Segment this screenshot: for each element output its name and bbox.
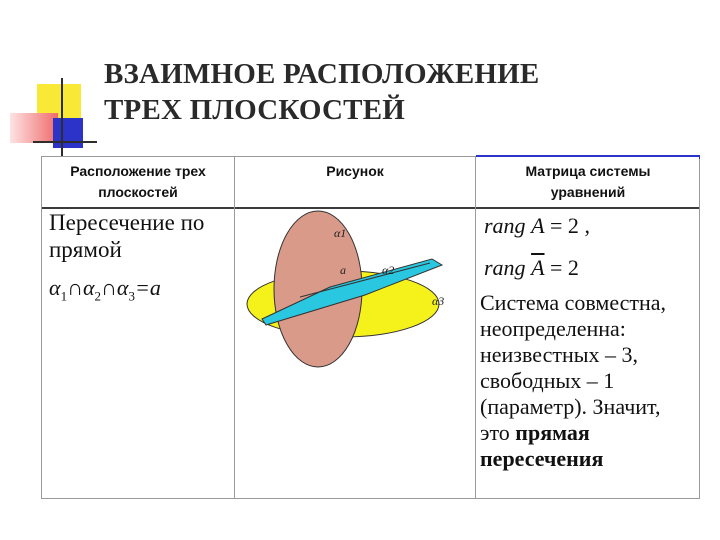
subscript-1: 1 (60, 288, 68, 304)
column-divider-2 (475, 157, 476, 498)
slide-title-line2: ТРЕХ ПЛОСКОСТЕЙ (104, 94, 406, 126)
arrangement-description (49, 209, 235, 263)
slide-title-line1: ВЗАИМНОЕ РАСПОЛОЖЕНИЕ (104, 58, 540, 90)
arrangement-line1: Пересечение по (49, 210, 205, 235)
system-conclusion (480, 290, 698, 472)
figure-label-alpha1: α1 (334, 226, 347, 240)
rang-word-2: rang (484, 255, 526, 280)
decor-blue-square (53, 118, 83, 148)
conclusion-intersection-bold: пересечения (480, 446, 604, 471)
conclusion-line7 (480, 446, 698, 472)
conclusion-this-word: это (480, 420, 516, 445)
decor-horizontal-line (33, 141, 97, 143)
header-cell-figure (235, 161, 475, 182)
three-planes-figure (242, 207, 472, 377)
intersection-formula (49, 275, 161, 304)
header-arrangement-line2: плоскостей (98, 184, 178, 200)
figure-label-alpha3: α3 (432, 294, 445, 308)
planes-table (41, 156, 700, 499)
table-header-row (42, 157, 699, 209)
subscript-3: 3 (128, 288, 135, 304)
header-matrix-line1: Матрица системы (525, 163, 651, 179)
conclusion-line-bold: прямая (515, 420, 590, 445)
conclusion-line4: свободных – 1 (480, 368, 615, 393)
decor-vertical-line (61, 78, 63, 160)
equals-symbol: = (134, 275, 150, 300)
header-arrangement-line1: Расположение трех (70, 163, 206, 179)
conclusion-line6 (480, 420, 698, 446)
extended-matrix-A-symbol: $\overline{A}$ (531, 255, 545, 280)
rank-equals-1: = 2 (550, 213, 579, 238)
alpha-symbol-2: α (82, 275, 95, 300)
alpha-symbol-1: α (49, 275, 61, 300)
header-cell-arrangement (42, 161, 234, 203)
alpha-symbol-3: α (116, 275, 129, 300)
figure-label-a: a (340, 263, 346, 277)
slide-title (104, 56, 664, 128)
header-cell-matrix (476, 161, 700, 203)
figure-label-alpha2: α2 (382, 263, 395, 277)
matrix-A-symbol: A (531, 213, 545, 238)
rang-word-1: rang (484, 213, 526, 238)
rank-extended-matrix-line (484, 255, 579, 281)
cap-symbol-1: ∩ (67, 275, 83, 300)
rank-matrix-line (484, 213, 590, 239)
conclusion-line2: неопределенна: (480, 316, 626, 341)
conclusion-line3: неизвестных – 3, (480, 342, 639, 367)
header-figure-label: Рисунок (326, 163, 384, 179)
subscript-2: 2 (94, 288, 102, 304)
arrangement-line2: прямой (49, 237, 122, 262)
rank-comma: , (584, 213, 590, 238)
decor-red-bar (10, 113, 58, 143)
cap-symbol-2: ∩ (101, 275, 117, 300)
line-symbol: a (149, 275, 161, 300)
conclusion-line5: (параметр). Значит, (480, 394, 661, 419)
rank-equals-2: = 2 (550, 255, 579, 280)
header-matrix-line2: уравнений (550, 184, 626, 200)
conclusion-line1: Система совместна, (480, 290, 667, 315)
